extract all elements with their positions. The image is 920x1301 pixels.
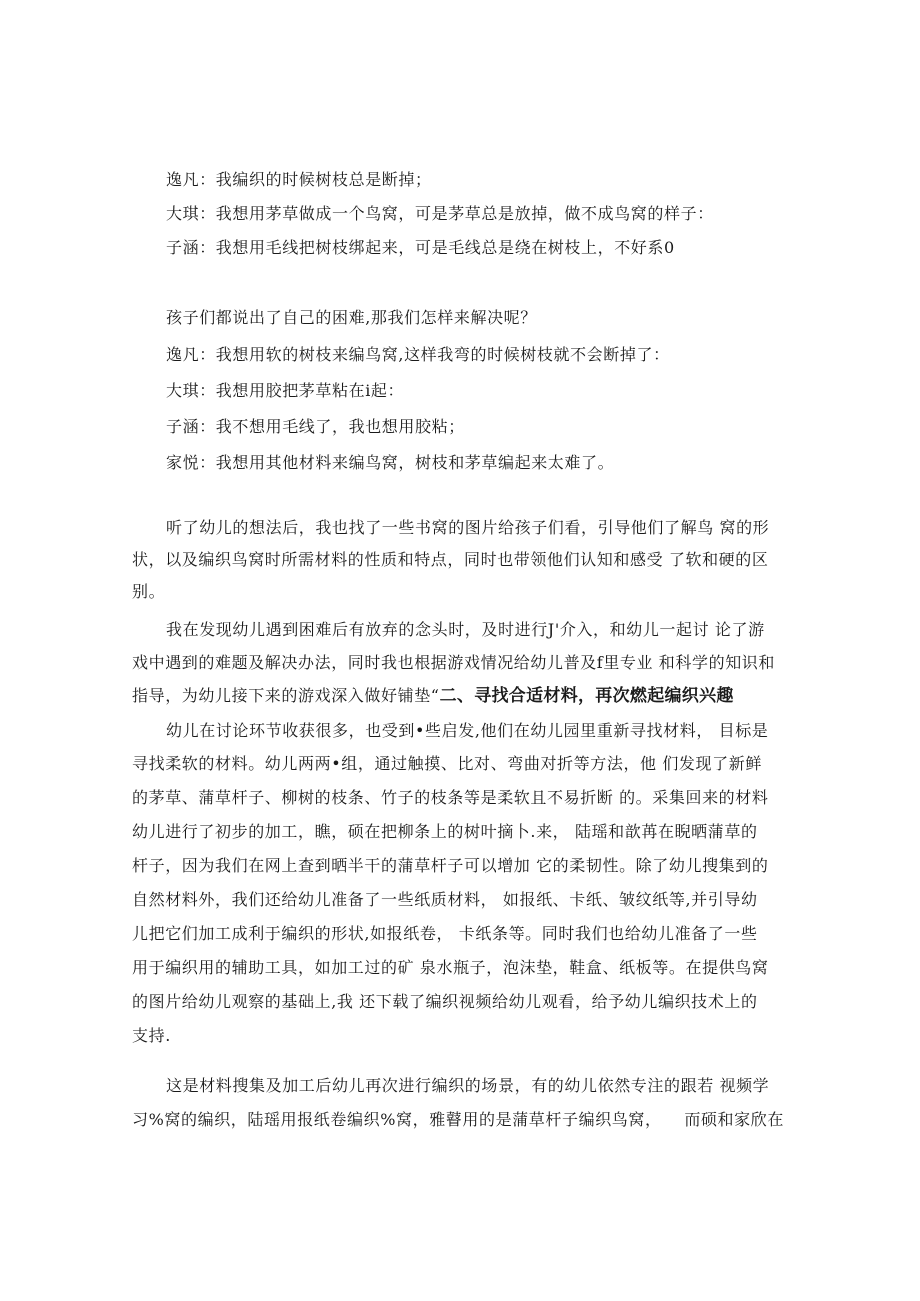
- paragraph-3-line: 支持.: [132, 1026, 171, 1045]
- dialog-line-daqi: 大琪：我想用茅草做成一个鸟窝，可是茅草总是放掉，做不成鸟窝的样子：: [166, 204, 714, 223]
- dialog-line-daqi-2: 大琪：我想用胶把茅草粘在i起：: [166, 381, 405, 400]
- paragraph-3-line: 幼儿进行了初步的加工，瞧，硕在把柳条上的树叶摘卜.来， 陆瑶和歆苒在睨晒蒲草的: [132, 822, 758, 841]
- paragraph-2-last-line: [132, 686, 734, 706]
- paragraph-2-line: 戏中遇到的难题及解决办法，同时我也根据游戏情况给幼儿普及f里专业 和科学的知识和: [132, 653, 776, 672]
- dialog-line-zihan: 子涵：我想用毛线把树枝绑起来，可是毛线总是绕在树枝上，不好系0: [166, 238, 675, 257]
- paragraph-3-line: 自然材料外，我们还给幼儿准备了一些纸质材料， 如报纸、卡纸、皱纹纸等,并引导幼: [132, 890, 758, 909]
- dialog-line-zihan-2: 子涵：我不想用毛线了，我也想用胶粘；: [166, 417, 465, 436]
- paragraph-3-line: 幼儿在讨论环节收获很多，也受到•些启发,他们在幼儿园里重新寻找材料， 目标是: [166, 721, 769, 740]
- paragraph-1-line: 状，以及编织鸟窝时所需材料的性质和特点，同时也带领他们认知和感受 了软和硬的区: [132, 550, 769, 569]
- paragraph-1-line: 听了幼儿的想法后，我也找了一些书窝的图片给孩子们看，引导他们了解鸟 窝的形: [166, 518, 770, 537]
- paragraph-2-ending: 指导，为幼儿接下来的游戏深入做好铺垫“: [132, 686, 440, 705]
- teacher-question: 孩子们都说出了自己的困难,那我们怎样来解决呢？: [166, 308, 537, 327]
- dialog-line-yifan: 逸凡：我编织的时候树枝总是断掉；: [166, 170, 432, 189]
- paragraph-3-line: 寻找柔软的材料。幼儿两两•组，通过触摸、比对、弯曲对折等方法，他 们发现了新鲜: [132, 754, 762, 773]
- paragraph-3-line: 杆子，因为我们在网上查到晒半干的蒲草杆子可以增加 它的柔韧性。除了幼儿搜集到的: [132, 856, 769, 875]
- dialog-line-jiayue: 家悦：我想用其他材料来编鸟窝，树枝和茅草编起来太难了。: [166, 453, 615, 472]
- paragraph-3-line: 儿把它们加工成利于编织的形状,如报纸卷， 卡纸条等。同时我们也给幼儿准备了一些: [132, 924, 758, 943]
- paragraph-3-line: 的图片给幼儿观察的基础上,我 还下载了编织视频给幼儿观看，给予幼儿编织技术上的: [132, 992, 758, 1011]
- paragraph-1-line: 别。: [132, 582, 166, 601]
- paragraph-4-line: 习%窝的编织，陆瑶用报纸卷编织%窝，雅瞽用的是蒲草杆子编织鸟窝， 而硕和家欣在: [132, 1110, 784, 1129]
- dialog-line-yifan-2: 逸凡：我想用软的树枝来编鸟窝,这样我弯的时候树枝就不会断掉了：: [166, 345, 670, 364]
- paragraph-2-line: 我在发现幼儿遇到困难后有放弃的念头时，及时进行J'介入，和幼儿一起讨 论了游: [166, 620, 765, 639]
- paragraph-3-line: 的茅草、蒲草杆子、柳树的枝条、竹子的枝条等是柔软且不易折断 的。采集回来的材料: [132, 788, 769, 807]
- section-heading: 二、寻找合适材料，再次燃起编织兴趣: [439, 686, 734, 706]
- paragraph-4-line: 这是材料搜集及加工后幼儿再次进行编织的场景，有的幼儿依然专注的跟若 视频学: [166, 1076, 770, 1095]
- paragraph-3-line: 用于编织用的辅助工具，如加工过的矿 泉水瓶子，泡沫垫，鞋盒、纸板等。在提供鸟窝: [132, 958, 769, 977]
